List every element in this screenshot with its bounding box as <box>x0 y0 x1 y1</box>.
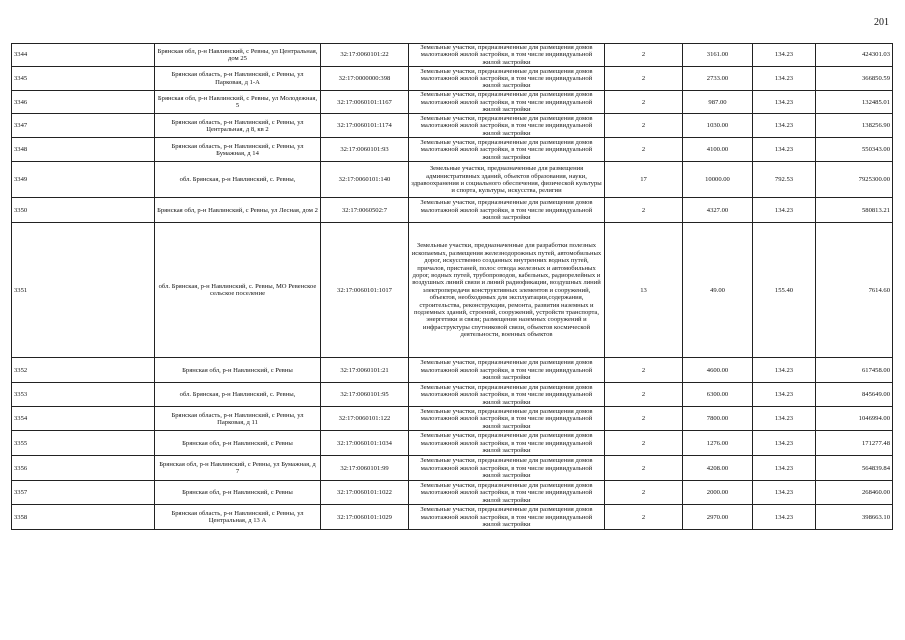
address-cell: Брянская область, р-н Навлинский, с Ревны, ул Центральная, д 8, кв 2 <box>155 114 321 138</box>
address-cell: Брянская обл, р-н Навлинский, с Ревны, ул Бумажная, д 7 <box>155 456 321 481</box>
cadastral-cost-cell: 132485.01 <box>816 91 893 114</box>
cadastral-number-cell: 32:17:0060101:140 <box>321 162 409 198</box>
address-cell: обл. Брянская, р-н Навлинский, с. Ревны, <box>155 383 321 407</box>
address-cell: Брянская область, р-н Навлинский, с Ревны, ул Парковая, д 11 <box>155 407 321 431</box>
address-cell: Брянская область, р-н Навлинский, с Ревны, ул Центральная, д 13 А <box>155 505 321 530</box>
category-cell: 2 <box>605 431 683 456</box>
land-use-cell: Земельные участки, предназначенные для размещения домов малоэтажной жилой застройки, в том числе индивидуальной жилой застройки <box>409 114 605 138</box>
cadastral-cost-cell: 171277.48 <box>816 431 893 456</box>
row-number: 3348 <box>12 138 155 162</box>
row-number: 3350 <box>12 198 155 223</box>
area-cell: 7800.00 <box>683 407 753 431</box>
land-use-cell: Земельные участки, предназначенные для размещения домов малоэтажной жилой застройки, в том числе индивидуальной жилой застройки <box>409 431 605 456</box>
area-cell: 2970.00 <box>683 505 753 530</box>
rate-cell: 134.23 <box>753 91 816 114</box>
table-row <box>12 481 893 505</box>
category-cell: 2 <box>605 358 683 383</box>
cadastral-number-cell: 32:17:0060101:99 <box>321 456 409 481</box>
address-cell: Брянская обл, р-н Навлинский, с Ревны <box>155 358 321 383</box>
rate-cell: 134.23 <box>753 456 816 481</box>
address-cell: Брянская обл, р-н Навлинский, с Ревны, ул Лесная, дом 2 <box>155 198 321 223</box>
area-cell: 1276.00 <box>683 431 753 456</box>
cadastral-cost-cell: 424301.03 <box>816 44 893 67</box>
address-cell: обл. Брянская, р-н Навлинский, с. Ревны, <box>155 162 321 198</box>
cadastral-cost-cell: 550343.00 <box>816 138 893 162</box>
rate-cell: 155.40 <box>753 223 816 358</box>
area-cell: 4100.00 <box>683 138 753 162</box>
category-cell: 17 <box>605 162 683 198</box>
category-cell: 2 <box>605 114 683 138</box>
cadastral-number-cell: 32:17:0060101:21 <box>321 358 409 383</box>
cadastral-number-cell: 32:17:0060101:1034 <box>321 431 409 456</box>
row-number: 3344 <box>12 44 155 67</box>
table-row <box>12 431 893 456</box>
table-row <box>12 223 893 358</box>
land-use-cell: Земельные участки, предназначенные для размещения домов малоэтажной жилой застройки, в том числе индивидуальной жилой застройки <box>409 456 605 481</box>
address-cell: Брянская обл, р-н Навлинский, с Ревны, ул Молодежная, 5 <box>155 91 321 114</box>
table-row <box>12 138 893 162</box>
address-cell: Брянская область, р-н Навлинский, с Ревны, ул Парковая, д 1-А <box>155 67 321 91</box>
category-cell: 2 <box>605 407 683 431</box>
cadastral-number-cell: 32:17:0060101:1017 <box>321 223 409 358</box>
row-number: 3354 <box>12 407 155 431</box>
area-cell: 4600.00 <box>683 358 753 383</box>
rate-cell: 134.23 <box>753 198 816 223</box>
row-number: 3347 <box>12 114 155 138</box>
table-row <box>12 67 893 91</box>
land-use-cell: Земельные участки, предназначенные для размещения домов малоэтажной жилой застройки, в том числе индивидуальной жилой застройки <box>409 505 605 530</box>
cadastral-number-cell: 32:17:0060101:1022 <box>321 481 409 505</box>
address-cell: Брянская область, р-н Навлинский, с Ревны, ул Бумажная, д 14 <box>155 138 321 162</box>
row-number: 3356 <box>12 456 155 481</box>
row-number: 3345 <box>12 67 155 91</box>
cadastral-number-cell: 32:17:0000000:398 <box>321 67 409 91</box>
category-cell: 2 <box>605 138 683 162</box>
category-cell: 2 <box>605 198 683 223</box>
land-use-cell: Земельные участки, предназначенные для размещения домов малоэтажной жилой застройки, в том числе индивидуальной жилой застройки <box>409 383 605 407</box>
page-number: 201 <box>874 17 889 28</box>
rate-cell: 792.53 <box>753 162 816 198</box>
table-row <box>12 407 893 431</box>
land-use-cell: Земельные участки, предназначенные для размещения домов малоэтажной жилой застройки, в том числе индивидуальной жилой застройки <box>409 138 605 162</box>
land-use-cell: Земельные участки, предназначенные для размещения административных зданий, объектов образования, науки, здравоохранения и социального обеспечения, физической культуры и спорта, культуры, искусства, религии <box>409 162 605 198</box>
cadastral-number-cell: 32:17:0060101:1167 <box>321 91 409 114</box>
address-cell: обл. Брянская, р-н Навлинский, с. Ревны, МО Ревенское сельское поселение <box>155 223 321 358</box>
land-use-cell: Земельные участки, предназначенные для размещения домов малоэтажной жилой застройки, в том числе индивидуальной жилой застройки <box>409 67 605 91</box>
cadastral-cost-cell: 564839.84 <box>816 456 893 481</box>
rate-cell: 134.23 <box>753 44 816 67</box>
rate-cell: 134.23 <box>753 138 816 162</box>
table-row <box>12 91 893 114</box>
table-row <box>12 456 893 481</box>
area-cell: 987.00 <box>683 91 753 114</box>
land-use-cell: Земельные участки, предназначенные для размещения домов малоэтажной жилой застройки, в том числе индивидуальной жилой застройки <box>409 481 605 505</box>
row-number: 3351 <box>12 223 155 358</box>
cadastral-cost-cell: 845649.00 <box>816 383 893 407</box>
rate-cell: 134.23 <box>753 481 816 505</box>
table-row <box>12 44 893 67</box>
cadastral-cost-cell: 617458.00 <box>816 358 893 383</box>
cadastral-cost-cell: 1046994.00 <box>816 407 893 431</box>
area-cell: 4327.00 <box>683 198 753 223</box>
row-number: 3349 <box>12 162 155 198</box>
rate-cell: 134.23 <box>753 505 816 530</box>
cadastral-number-cell: 32:17:0060502:7 <box>321 198 409 223</box>
category-cell: 2 <box>605 44 683 67</box>
cadastral-cost-cell: 366850.59 <box>816 67 893 91</box>
area-cell: 3161.00 <box>683 44 753 67</box>
rate-cell: 134.23 <box>753 431 816 456</box>
cadastral-number-cell: 32:17:0060101:122 <box>321 407 409 431</box>
category-cell: 2 <box>605 91 683 114</box>
table-row <box>12 198 893 223</box>
table-row <box>12 383 893 407</box>
row-number: 3357 <box>12 481 155 505</box>
category-cell: 2 <box>605 456 683 481</box>
cadastral-number-cell: 32:17:0060101:1174 <box>321 114 409 138</box>
cadastral-registry-table <box>11 43 893 530</box>
row-number: 3346 <box>12 91 155 114</box>
table-row <box>12 358 893 383</box>
rate-cell: 134.23 <box>753 358 816 383</box>
area-cell: 4208.00 <box>683 456 753 481</box>
cadastral-cost-cell: 7614.60 <box>816 223 893 358</box>
area-cell: 1030.00 <box>683 114 753 138</box>
land-use-cell: Земельные участки, предназначенные для размещения домов малоэтажной жилой застройки, в том числе индивидуальной жилой застройки <box>409 358 605 383</box>
row-number: 3353 <box>12 383 155 407</box>
address-cell: Брянская обл, р-н Навлинский, с Ревны, ул Центральная, дом 25 <box>155 44 321 67</box>
category-cell: 2 <box>605 505 683 530</box>
rate-cell: 134.23 <box>753 383 816 407</box>
area-cell: 2000.00 <box>683 481 753 505</box>
address-cell: Брянская обл, р-н Навлинский, с Ревны <box>155 431 321 456</box>
table-row <box>12 505 893 530</box>
cadastral-cost-cell: 398663.10 <box>816 505 893 530</box>
area-cell: 49.00 <box>683 223 753 358</box>
land-use-cell: Земельные участки, предназначенные для разработки полезных ископаемых, размещения железнодорожных путей, автомобильных дорог, искусственно созданных внутренних водных путей, причалов, пристаней, полос отвода железных и автомобильных дорог, водных путей, трубопроводов, кабельных, радиорелейных и воздушных линий связи и линий радиофикации, воздушных линий электропередачи конструктивных элементов и сооружений, объектов, необходимых для эксплуатации,содержания, строительства, реконструкции, ремонта, развития наземных и подземных зданий, строений, сооружений, устройств транспорта, энергетики и связи; размещения наземных сооружений и инфраструктуры спутниковой связи, объектов космической деятельности, военных объектов <box>409 223 605 358</box>
cadastral-cost-cell: 268460.00 <box>816 481 893 505</box>
cadastral-cost-cell: 138256.90 <box>816 114 893 138</box>
rate-cell: 134.23 <box>753 114 816 138</box>
cadastral-cost-cell: 7925300.00 <box>816 162 893 198</box>
row-number: 3358 <box>12 505 155 530</box>
land-use-cell: Земельные участки, предназначенные для размещения домов малоэтажной жилой застройки, в том числе индивидуальной жилой застройки <box>409 407 605 431</box>
row-number: 3355 <box>12 431 155 456</box>
category-cell: 13 <box>605 223 683 358</box>
land-use-cell: Земельные участки, предназначенные для размещения домов малоэтажной жилой застройки, в том числе индивидуальной жилой застройки <box>409 91 605 114</box>
area-cell: 2733.00 <box>683 67 753 91</box>
land-use-cell: Земельные участки, предназначенные для размещения домов малоэтажной жилой застройки, в том числе индивидуальной жилой застройки <box>409 44 605 67</box>
cadastral-number-cell: 32:17:0060101:93 <box>321 138 409 162</box>
category-cell: 2 <box>605 383 683 407</box>
cadastral-cost-cell: 580813.21 <box>816 198 893 223</box>
rate-cell: 134.23 <box>753 67 816 91</box>
rate-cell: 134.23 <box>753 407 816 431</box>
table-row <box>12 162 893 198</box>
land-use-cell: Земельные участки, предназначенные для размещения домов малоэтажной жилой застройки, в том числе индивидуальной жилой застройки <box>409 198 605 223</box>
table-row <box>12 114 893 138</box>
category-cell: 2 <box>605 481 683 505</box>
cadastral-number-cell: 32:17:0060101:22 <box>321 44 409 67</box>
category-cell: 2 <box>605 67 683 91</box>
area-cell: 10000.00 <box>683 162 753 198</box>
address-cell: Брянская обл, р-н Навлинский, с Ревны <box>155 481 321 505</box>
cadastral-number-cell: 32:17:0060101:1029 <box>321 505 409 530</box>
row-number: 3352 <box>12 358 155 383</box>
area-cell: 6300.00 <box>683 383 753 407</box>
cadastral-number-cell: 32:17:0060101:95 <box>321 383 409 407</box>
